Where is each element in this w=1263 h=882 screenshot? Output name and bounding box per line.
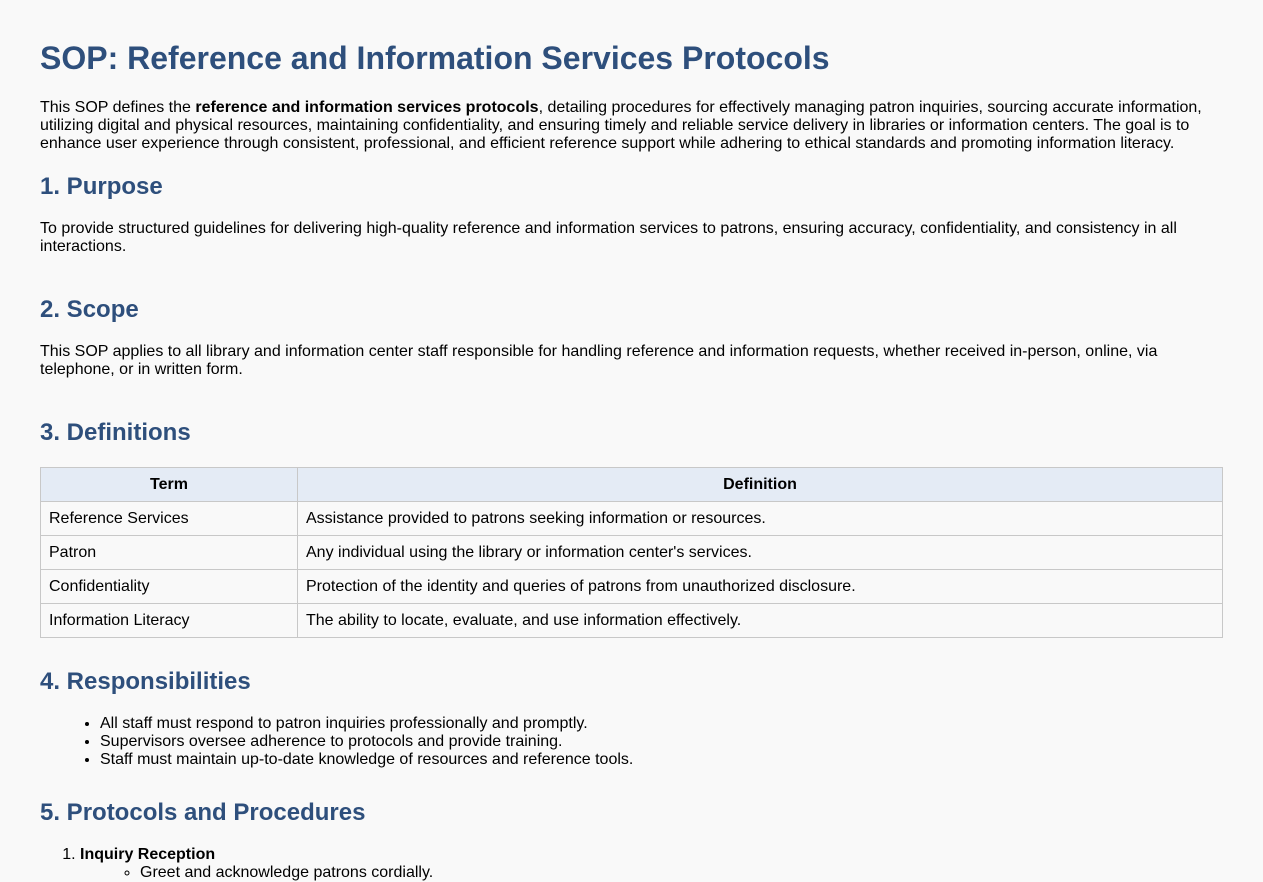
- protocol-step-title: Inquiry Reception: [80, 846, 216, 863]
- page-title: SOP: Reference and Information Services Protocols: [40, 40, 830, 76]
- list-item: • Staff must maintain up-to-date knowledge of resources and reference tools.: [100, 751, 1223, 769]
- intro-paragraph: [40, 99, 1223, 153]
- scope-text: This SOP applies to all library and information center staff responsible for handling reference and information requests, whether received in-person, online, via telephone, or in written form.: [40, 343, 1158, 378]
- term-cell: Confidentiality: [41, 570, 298, 604]
- table-row: [41, 570, 1223, 604]
- list-item: • Supervisors oversee adherence to protocols and provide training.: [100, 733, 1223, 751]
- term-column-header: Term: [41, 468, 298, 502]
- list-item: ◦ Greet and acknowledge patrons cordially.: [140, 864, 1223, 882]
- intro-text-end: , detailing procedures for effectively managing patron inquiries, sourcing accurate information, utilizing digital and physical resources, maintaining confidentiality, and ensuring timely and reliable service delivery in libraries or information centers. The goal is to enhance user experience through consistent, professional, and efficient reference support while adhering to ethical standards and promoting information literacy.: [40, 99, 1202, 152]
- definition-cell: Assistance provided to patrons seeking information or resources.: [298, 502, 1223, 536]
- list-item: • All staff must respond to patron inquiries professionally and promptly.: [100, 715, 1223, 733]
- purpose-heading: 1. Purpose: [40, 173, 163, 200]
- protocol-substeps: [80, 864, 1223, 882]
- term-cell: Patron: [41, 536, 298, 570]
- definitions-header-row: [41, 468, 1223, 502]
- definition-cell: Protection of the identity and queries of patrons from unauthorized disclosure.: [298, 570, 1223, 604]
- table-row: [41, 502, 1223, 536]
- table-row: [41, 536, 1223, 570]
- intro-text-start: This SOP defines the: [40, 99, 196, 116]
- definitions-table: [40, 467, 1223, 638]
- term-cell: Information Literacy: [41, 604, 298, 638]
- responsibilities-list: [40, 715, 1223, 769]
- protocol-step: [80, 846, 1223, 882]
- term-cell: Reference Services: [41, 502, 298, 536]
- intro-emphasis: reference and information services protocols: [195, 99, 539, 116]
- scope-heading: 2. Scope: [40, 296, 139, 323]
- protocols-list: [40, 846, 1223, 882]
- purpose-text: To provide structured guidelines for delivering high-quality reference and information services to patrons, ensuring accuracy, confidentiality, and consistency in all interactions.: [40, 220, 1177, 255]
- protocols-heading: 5. Protocols and Procedures: [40, 799, 366, 826]
- definition-cell: Any individual using the library or information center's services.: [298, 536, 1223, 570]
- table-row: [41, 604, 1223, 638]
- responsibilities-heading: 4. Responsibilities: [40, 668, 251, 695]
- definition-column-header: Definition: [298, 468, 1223, 502]
- definitions-heading: 3. Definitions: [40, 419, 191, 446]
- definition-cell: The ability to locate, evaluate, and use information effectively.: [298, 604, 1223, 638]
